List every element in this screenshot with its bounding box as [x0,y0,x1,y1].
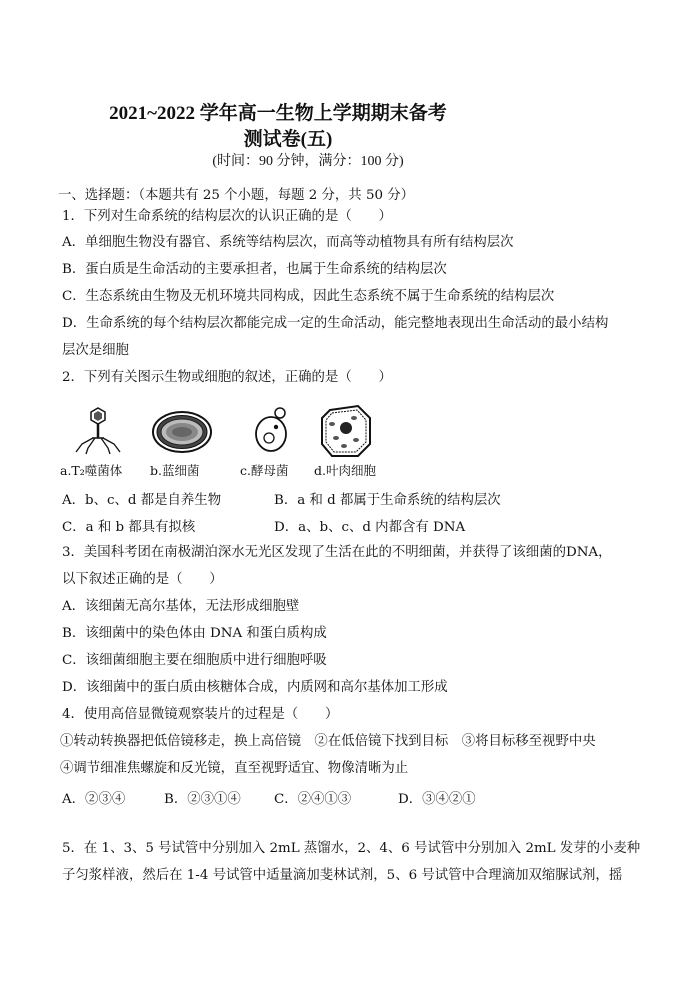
q3-stem-cont: 以下叙述正确的是（ ） [62,572,223,587]
caption-d: d.叶肉细胞 [314,463,376,478]
q3-option-d: D．该细菌中的蛋白质由核糖体合成，内质网和高尔基体加工形成 [62,680,448,695]
caption-a: a.T₂噬菌体 [60,463,123,478]
q4-steps-line2: ④调节细准焦螺旋和反光镜，直至视野适宜、物像清晰为止 [60,761,409,776]
leaf-cell-icon [310,404,390,460]
q2-stem: 2．下列有关图示生物或细胞的叙述，正确的是（ ） [62,370,392,385]
q1-stem: 1．下列对生命系统的结构层次的认识正确的是（ ） [62,209,392,224]
q4-option-b: B．②③①④ [164,792,241,807]
figure-t2-phage [58,404,138,484]
figure-yeast [236,404,316,484]
q4-steps-line1: ①转动转换器把低倍镜移走，换上高倍镜 ②在低倍镜下找到目标 ③将目标移至视野中央 [60,734,596,749]
q3-option-b: B．该细菌中的染色体由 DNA 和蛋白质构成 [62,626,327,641]
q5-stem: 5．在 1、3、5 号试管中分别加入 2mL 蒸馏水，2、4、6 号试管中分别加入 2mL 发芽的小麦种 [62,841,641,856]
phage-icon [58,404,138,460]
q2-figures [58,404,398,484]
q2-option-c: C．a 和 b 都具有拟核 [62,520,196,535]
q4-option-d: D．③④②① [398,792,476,807]
exam-title-sub: 测试卷(五) [243,129,333,150]
q2-option-d: D．a、b、c、d 内都含有 DNA [274,520,466,535]
q2-option-b: B．a 和 d 都属于生命系统的结构层次 [274,493,501,508]
q3-stem: 3．美国科考团在南极湖泊深水无光区发现了生活在此的不明细菌，并获得了该细菌的DNA， [62,545,612,560]
q3-option-a: A．该细菌无高尔基体，无法形成细胞壁 [62,599,300,614]
q4-stem: 4．使用高倍显微镜观察装片的过程是（ ） [62,707,339,722]
q4-option-a: A．②③④ [62,792,126,807]
q4-option-c: C．②④①③ [274,792,352,807]
cyanobacteria-icon [146,404,226,460]
yeast-icon [236,404,316,460]
q1-option-d-cont: 层次是细胞 [62,343,129,358]
q3-option-c: C．该细菌细胞主要在细胞质中进行细胞呼吸 [62,653,327,668]
q1-option-d: D．生命系统的每个结构层次都能完成一定的生命活动，能完整地表现出生命活动的最小结构 [62,316,609,331]
figure-mesophyll-cell [310,404,390,484]
q1-option-a: A．单细胞生物没有器官、系统等结构层次，而高等动植物具有所有结构层次 [62,235,514,250]
figure-cyanobacteria [146,404,226,484]
exam-title: 2021~2022 学年高一生物上学期期末备考 [109,103,447,124]
q1-option-c: C．生态系统由生物及无机环境共同构成，因此生态系统不属于生命系统的结构层次 [62,289,555,304]
q2-option-a: A．b、c、d 都是自养生物 [62,493,222,508]
caption-c: c.酵母菌 [240,463,289,478]
q1-option-b: B．蛋白质是生命活动的主要承担者，也属于生命系统的结构层次 [62,262,447,277]
q5-stem-cont: 子匀浆样液，然后在 1-4 号试管中适量滴加斐林试剂，5、6 号试管中合理滴加双缩脲试剂，摇 [62,868,623,883]
exam-time-info: (时间：90 分钟，满分：100 分) [212,154,404,169]
caption-b: b.蓝细菌 [150,463,200,478]
section-heading: 一、选择题：（本题共有 25 个小题，每题 2 分，共 50 分） [58,188,415,203]
